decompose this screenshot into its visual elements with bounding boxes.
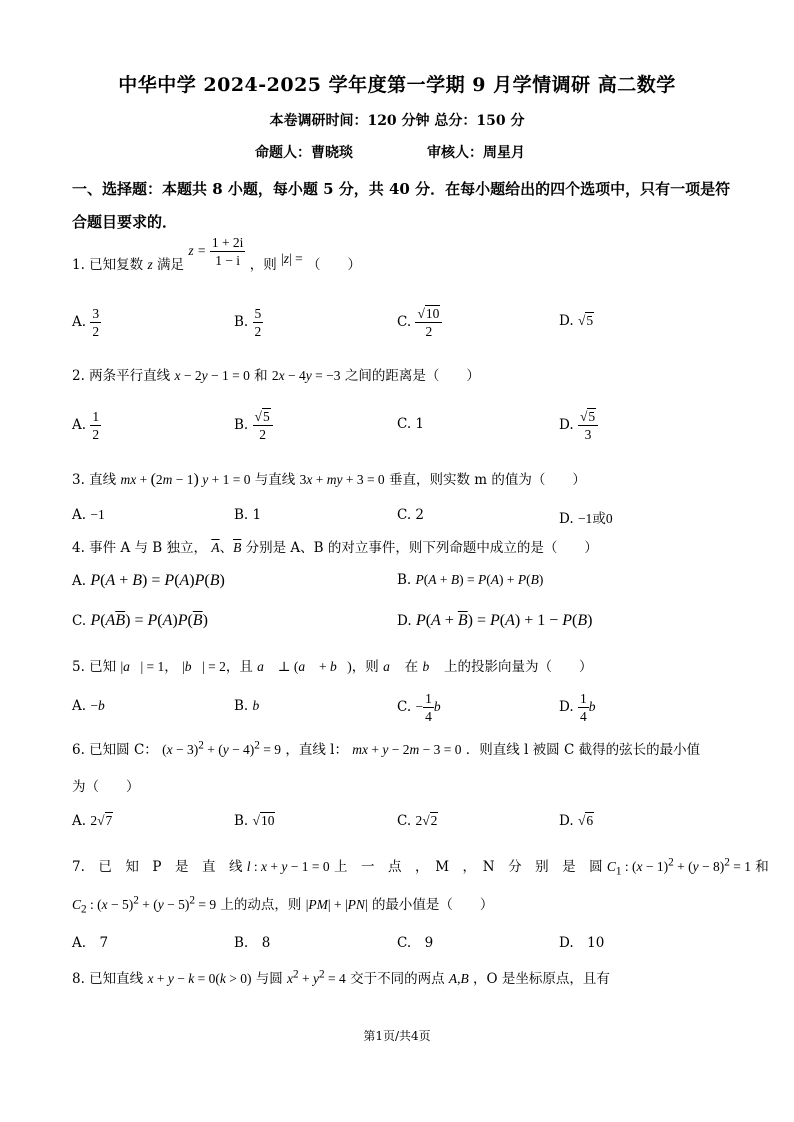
- math-expr: a⃗ ⊥ (a⃗ + b⃗): [257, 659, 352, 674]
- question-1: [72, 235, 361, 283]
- author: 命题人：曹晓琰: [255, 145, 353, 161]
- math-expr: |a⃗| = 1: [120, 659, 165, 674]
- option-value: 0: [605, 511, 613, 526]
- option-label: A.: [72, 314, 87, 330]
- math-expr: a⃗: [383, 659, 401, 674]
- q1-prefix: 1. 已知复数: [72, 257, 144, 273]
- option-value: −1: [90, 507, 105, 522]
- q8-tail: ，O 是坐标原点，且有: [473, 971, 610, 987]
- math-expr: 3x + my + 3 = 0: [299, 472, 385, 487]
- question-6: [72, 738, 700, 758]
- option-d[interactable]: D. $P(A + \overline{B}) = P(A) + 1 - P(B)$: [397, 612, 593, 629]
- q4-text2: 分别是 A、B 的对立事件，则下列命题中成立的是（ ）: [245, 540, 598, 556]
- math-expr: mx + y − 2m − 3 = 0: [352, 742, 462, 757]
- option-label: B.: [397, 572, 412, 588]
- option-a[interactable]: A. $\frac{3}{2}$: [72, 306, 100, 339]
- question-3: [72, 468, 586, 489]
- option-b[interactable]: B. 1: [234, 507, 262, 523]
- option-label: D.: [559, 313, 574, 329]
- math-expr: A: [448, 971, 458, 986]
- option-label: B.: [234, 417, 249, 433]
- math-expr: $C_1$ : $(x - 1)^2 + (y - 8)^2 = 1$: [606, 856, 751, 878]
- q2-mid: 和: [254, 368, 268, 384]
- q6-mid: ，直线 l：: [285, 742, 348, 758]
- option-b[interactable]: B. 8: [234, 935, 271, 951]
- option-label: D.: [397, 613, 412, 629]
- option-a[interactable]: A. $\frac{1}{2}$: [72, 409, 100, 442]
- math-expr: |PM| + |PN|: [305, 897, 368, 912]
- q3-mid: 与直线: [254, 472, 296, 488]
- option-label: A.: [72, 507, 87, 523]
- option-label: D.: [559, 417, 574, 433]
- option-label: D.: [559, 699, 574, 715]
- option-a[interactable]: [72, 507, 105, 523]
- option-a[interactable]: A. 7: [72, 935, 109, 951]
- q6-suffix: ．则直线 l 被圆 C 截得的弦长的最小值: [465, 742, 701, 758]
- option-label: C.: [397, 813, 412, 829]
- option-a[interactable]: A. 2√7: [72, 813, 113, 829]
- page-title: 中华中学 2024-2025 学年度第一学期 9 月学情调研 高二数学: [118, 74, 676, 96]
- option-label: A.: [72, 417, 87, 433]
- math-expr: x − 2y − 1 = 0: [174, 368, 250, 383]
- option-value: −1: [577, 511, 593, 526]
- question-6-line2: 为（ ）: [72, 779, 140, 795]
- option-d[interactable]: D. √5: [559, 313, 594, 329]
- q1-mid: 满足: [157, 257, 185, 273]
- option-b[interactable]: B. √10: [234, 813, 275, 829]
- option-label: B.: [234, 813, 249, 829]
- q8-mid: 与圆: [255, 971, 283, 987]
- option-a[interactable]: A. −b⃗: [72, 698, 116, 714]
- question-4: 4. 事件 A 与 B 独立， $\overline{A}$、$\overline{B}$ 分别是 A、B 的对立事件，则下列命题中成立的是（ ）: [72, 540, 598, 556]
- q4-text: 4. 事件 A 与 B 独立，: [72, 540, 208, 556]
- option-label: C.: [397, 314, 412, 330]
- page-number: 第1页/共4页: [363, 1029, 431, 1043]
- option-connector: 或: [592, 511, 606, 527]
- option-label: D.: [559, 511, 574, 527]
- option-c[interactable]: C. − $\frac{1}{4}$ b⃗: [397, 691, 452, 724]
- math-expr: 2x − 4y = −3: [271, 368, 341, 383]
- q7-text: 上 一 点 ， M ， N 分 别 是 圆: [333, 859, 603, 875]
- reviewer: 审核人：周星月: [427, 145, 525, 161]
- option-c[interactable]: C. 2√2: [397, 813, 438, 829]
- option-label: B.: [234, 698, 249, 714]
- math-expr: $x^2 + y^2 = 4$: [287, 968, 346, 986]
- math-expr: l : x + y − 1 = 0: [246, 859, 330, 874]
- math-expr: z = $\frac{1 + 2i}{1 - i}$: [188, 235, 244, 268]
- exam-info: 本卷调研时间：120 分钟 总分：150 分: [269, 113, 525, 129]
- q7-text: 的最小值是（ ）: [371, 897, 494, 913]
- math-expr: $C_2$ : $(x - 5)^2 + (y - 5)^2 = 9$: [72, 894, 217, 916]
- option-label: A.: [72, 573, 87, 589]
- question-8: 8. 已知直线 x + y − k = 0(k > 0) 与圆 $x^2 + y^2 = 4$ 交于不同的两点 A,B ，O 是坐标原点，且有: [72, 968, 610, 987]
- math-expr: $\overline{B}$: [233, 540, 242, 555]
- q7-text: 上的动点，则: [220, 897, 302, 913]
- option-c[interactable]: C. 2: [397, 507, 425, 523]
- question-2: [72, 364, 480, 384]
- option-d[interactable]: [559, 507, 613, 527]
- q2-suffix: 之间的距离是（ ）: [344, 368, 480, 384]
- section-heading: 一、选择题：本题共 8 小题，每小题 5 分，共 40 分．在每小题给出的四个选项中，只有一项是符合题目要求的．: [72, 180, 731, 231]
- question-7: [72, 855, 769, 878]
- option-b[interactable]: B. $\frac{5}{2}$: [234, 306, 262, 339]
- q8-prefix: 8. 已知直线: [72, 971, 144, 987]
- option-label: A.: [72, 698, 87, 714]
- math-expr: |z| =: [281, 251, 303, 266]
- q8-suffix: 交于不同的两点: [350, 971, 445, 987]
- math-expr: b⃗: [422, 659, 440, 674]
- math-expr: x + y − k = 0(k > 0): [147, 971, 252, 986]
- question-7-line2: [72, 893, 493, 916]
- q7-text: 7. 已 知 P 是 直 线: [72, 859, 243, 875]
- option-b[interactable]: B. P(A + B) = P(A) + P(B): [397, 572, 544, 588]
- option-d[interactable]: D. $\frac{1}{4}$ b⃗: [559, 691, 606, 724]
- math-expr: mx + (2m − 1) y + 1 = 0: [120, 471, 251, 488]
- option-a[interactable]: A. P(A + B) = P(A)P(B): [72, 572, 225, 589]
- q1-suffix: ，则: [249, 257, 277, 273]
- question-5: [72, 655, 593, 675]
- q2-prefix: 2. 两条平行直线: [72, 368, 171, 384]
- option-b[interactable]: B. b⃗: [234, 698, 270, 714]
- option-c[interactable]: C. 1: [397, 416, 425, 432]
- q3-prefix: 3. 直线: [72, 472, 117, 488]
- math-expr: z: [147, 257, 153, 272]
- option-label: D.: [559, 813, 574, 829]
- q1-bracket: （ ）: [307, 257, 361, 273]
- math-expr: |b⃗| = 2: [182, 659, 226, 674]
- option-d[interactable]: D. 10: [559, 935, 605, 951]
- option-d[interactable]: D. √6: [559, 813, 594, 829]
- option-c[interactable]: C. 9: [397, 935, 434, 951]
- option-b[interactable]: B. $\frac{√5}{2}$: [234, 408, 273, 443]
- q5-prefix: 5. 已知: [72, 659, 117, 675]
- option-c[interactable]: C. $P(A\overline{B}) = P(A)P(\overline{B})$: [72, 612, 208, 629]
- q7-text: 和: [755, 859, 769, 875]
- q5-suffix: 上的投影向量为（ ）: [444, 659, 593, 675]
- option-label: A.: [72, 813, 87, 829]
- q6-prefix: 6. 已知圆 C：: [72, 742, 158, 758]
- q5-sep: 在: [404, 659, 419, 675]
- q5-sep: ，且: [225, 659, 253, 675]
- math-expr: $(x - 3)^2 + (y - 4)^2 = 9$: [162, 739, 282, 757]
- option-label: C.: [397, 699, 412, 715]
- option-c[interactable]: C. $\frac{√10}{2}$: [397, 305, 442, 340]
- q3-suffix: 垂直，则实数 m 的值为（ ）: [388, 472, 586, 488]
- math-expr: $\overline{A}$: [211, 540, 220, 555]
- option-d[interactable]: D. $\frac{√5}{3}$: [559, 408, 598, 443]
- option-label: C.: [72, 613, 87, 629]
- q5-sep: ，则: [351, 659, 379, 675]
- option-label: B.: [234, 314, 249, 330]
- q5-sep: ，: [164, 659, 178, 675]
